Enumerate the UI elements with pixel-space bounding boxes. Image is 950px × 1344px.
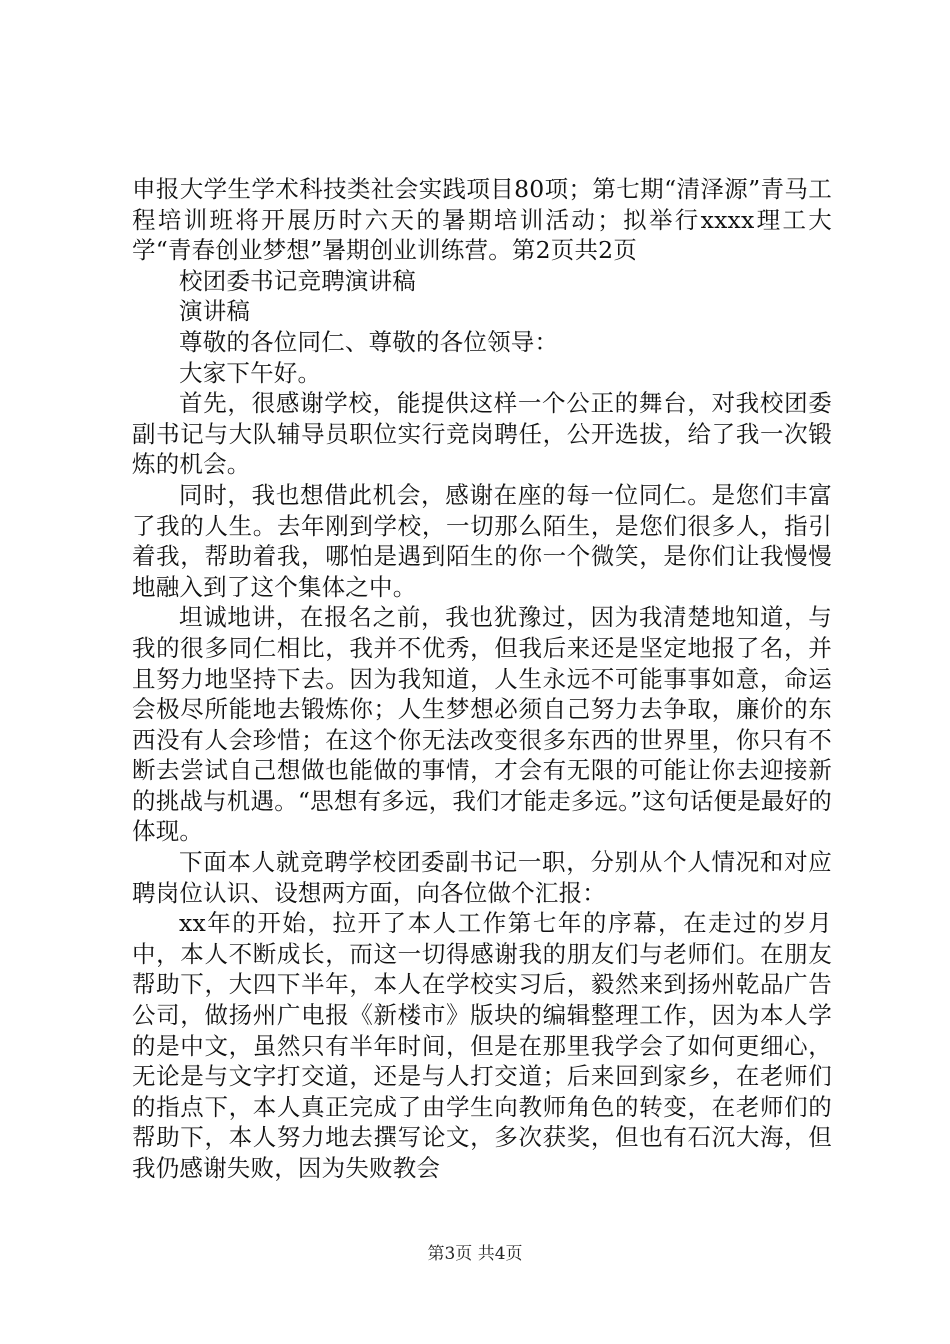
paragraph: 下面本人就竞聘学校团委副书记一职，分别从个人情况和对应聘岗位认识、设想两方面，向各位做个汇报： bbox=[132, 848, 832, 907]
document-body bbox=[132, 174, 832, 1184]
paragraph: 坦诚地讲，在报名之前，我也犹豫过，因为我清楚地知道，与我的很多同仁相比，我并不优秀，但我后来还是坚定地报了名，并且努力地坚持下去。因为我知道，人生永远不可能事事如意，命运会极尽所能地去锻炼你；人生梦想必须自己努力去争取，廉价的东西没有人会珍惜；在这个你无法改变很多东西的世界里，你只有不断去尝试自己想做也能做的事情，才会有无限的可能让你去迎接新的挑战与机遇。“思想有多远，我们才能走多远。”这句话便是最好的体现。 bbox=[132, 603, 832, 846]
salutation: 尊敬的各位同仁、尊敬的各位领导： bbox=[179, 327, 559, 356]
paragraph: 同时，我也想借此机会，感谢在座的每一位同仁。是您们丰富了我的人生。去年刚到学校，一切那么陌生，是您们很多人，指引着我，帮助着我，哪怕是遇到陌生的你一个微笑，是你们让我慢慢地融入到了这个集体之中。 bbox=[132, 480, 832, 601]
paragraph: 首先，很感谢学校，能提供这样一个公正的舞台，对我校团委副书记与大队辅导员职位实行竞岗聘任，公开选拔，给了我一次锻炼的机会。 bbox=[132, 389, 832, 479]
speech-title: 校团委书记竞聘演讲稿 bbox=[179, 266, 416, 295]
page-number-footer: 第3页 共4页 bbox=[427, 1244, 523, 1264]
paragraph: xx年的开始，拉开了本人工作第七年的序幕，在走过的岁月中，本人不断成长，而这一切得感谢我的朋友们与老师们。在朋友帮助下，大四下半年，本人在学校实习后，毅然来到扬州乾品广告公司，做扬州广电报《新楼市》版块的编辑整理工作，因为本人学的是中文，虽然只有半年时间，但是在那里我学会了如何更细心，无论是与文字打交道，还是与人打交道；后来回到家乡，在老师们的指点下，本人真正完成了由学生向教师角色的转变，在老师们的帮助下，本人努力地去撰写论文，多次获奖，但也有石沉大海，但我仍感谢失败，因为失败教会 bbox=[132, 909, 832, 1182]
paragraph: 申报大学生学术科技类社会实践项目80项；第七期“清泽源”青马工程培训班将开展历时六天的暑期培训活动；拟举行xxxx理工大学“青春创业梦想”暑期创业训练营。第2页共2页 bbox=[132, 175, 832, 265]
greeting: 大家下午好。 bbox=[179, 358, 322, 387]
speech-subtitle: 演讲稿 bbox=[179, 297, 251, 326]
